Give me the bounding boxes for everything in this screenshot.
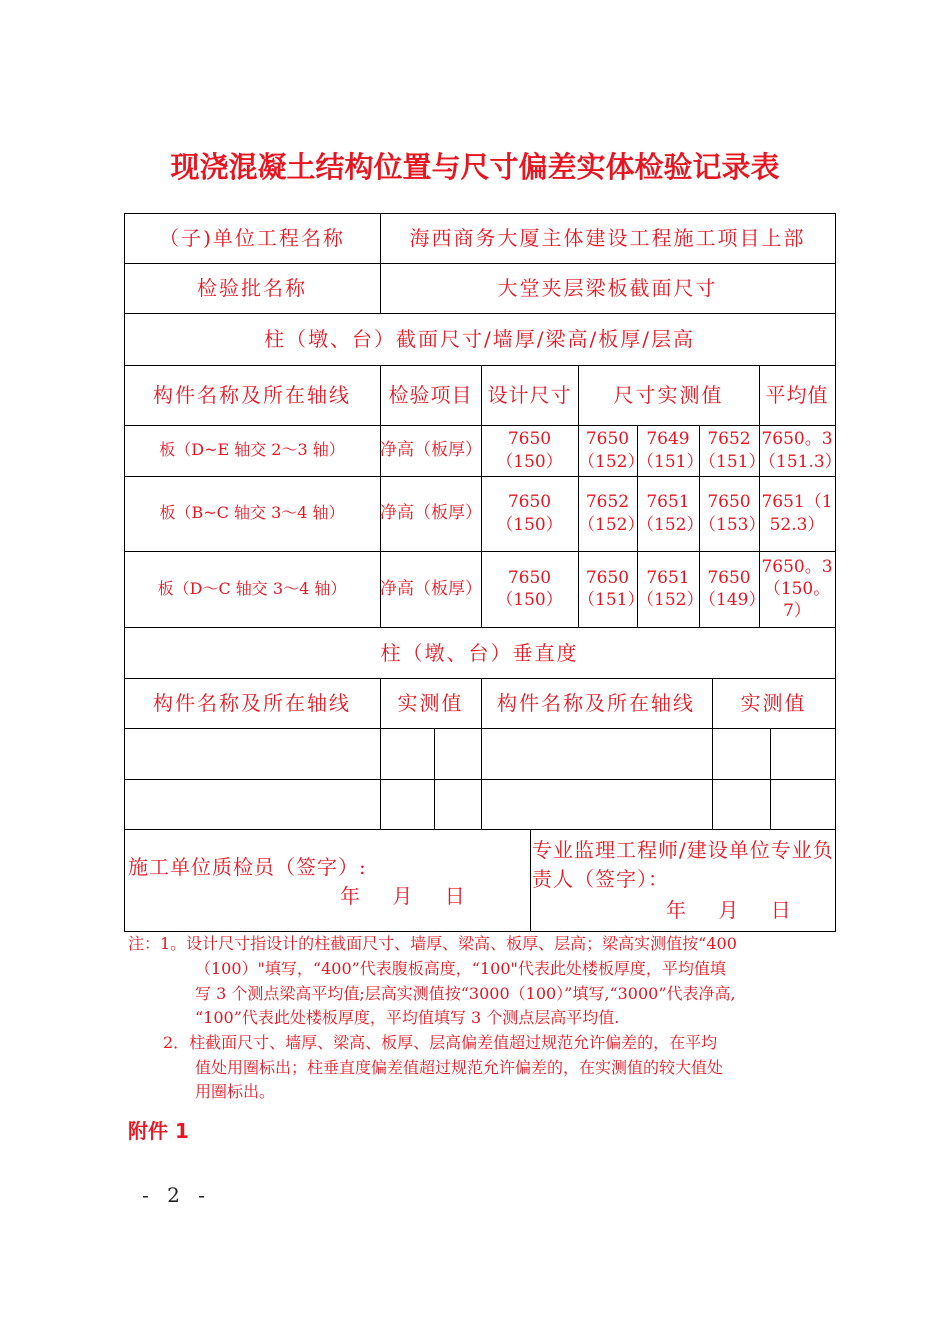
th-design: 设计尺寸 [487,383,572,407]
row2-member: 板（B~C 轴交 3～4 轴） [159,503,345,523]
note-1-line-2: （100）"填写，“400”代表腹板高度，“100"代表此处楼板厚度，平均值填 [195,959,726,978]
batch-value: 大堂夹层梁板截面尺寸 [497,276,718,300]
note-2-line-2: 值处用圈标出；柱垂直度偏差值超过规范允许偏差的，在实测值的较大值处 [195,1058,724,1077]
th2-member-left: 构件名称及所在轴线 [153,691,351,715]
row2-m2: 7651（152） [637,492,704,535]
row3-avg: 7650。3（150。7） [761,556,833,622]
row3-m1: 7650（151） [578,567,645,610]
th-measured: 尺寸实测值 [613,383,724,407]
row3-member: 板（D～C 轴交 3～4 轴） [157,578,347,598]
th2-measured-right: 实测值 [740,691,807,715]
note-1-line-1: 注：1。设计尺寸指设计的柱截面尺寸、墙厚、梁高、板厚、层高；梁高实测值按“400 [128,934,737,953]
section2-title: 柱（墩、台）垂直度 [380,640,579,665]
row2-design: 7650（150） [496,492,563,535]
th-member: 构件名称及所在轴线 [153,383,351,407]
row1-m1: 7650（152） [578,429,645,472]
th-average: 平均值 [765,383,829,407]
note-1-line-3: 写 3 个测点梁高平均值;层高实测值按“3000（100）”填写,“3000”代表净高, [195,984,736,1003]
row3-design: 7650（150） [496,567,563,610]
attachment-label: 附件 1 [128,1119,189,1143]
page-number: - 2 - [142,1183,211,1207]
row2-m1: 7652（152） [578,492,645,535]
note-1-line-4: “100”代表此处楼板厚度，平均值填写 3 个测点层高平均值. [195,1008,620,1027]
th2-member-right: 构件名称及所在轴线 [497,691,695,715]
row2-m3: 7650（153） [699,492,766,535]
row2-item: 净高（板厚） [380,503,482,524]
page-title: 现浇混凝土结构位置与尺寸偏差实体检验记录表 [170,150,780,184]
qc-inspector-label: 施工单位质检员（签字）: [128,855,367,879]
qc-inspector-date: 年 月 日 [340,884,467,908]
supervisor-label: 专业监理工程师/建设单位专业负责人（签字）： [532,838,834,891]
section1-title: 柱（墩、台）截面尺寸/墙厚/梁高/板厚/层高 [264,327,695,351]
row1-design: 7650（150） [496,429,563,472]
unit-project-value: 海西商务大厦主体建设工程施工项目上部 [409,226,806,250]
row3-m2: 7651（152） [637,567,704,610]
supervisor-date: 年 月 日 [666,898,793,922]
row1-item: 净高（板厚） [380,440,482,461]
row1-member: 板（D~E 轴交 2～3 轴） [159,440,345,460]
th2-measured-left: 实测值 [397,691,464,715]
row1-m3: 7652（151） [699,429,766,472]
row2-avg: 7651（152.3） [761,492,833,535]
row3-item: 净高（板厚） [380,578,482,599]
row1-m2: 7649（151） [637,429,704,472]
row1-avg: 7650。3（151.3） [759,429,842,472]
batch-label: 检验批名称 [197,276,307,300]
note-2-line-1: 2．柱截面尺寸、墙厚、梁高、板厚、层高偏差值超过规范允许偏差的，在平均 [163,1033,718,1052]
unit-project-label: （子)单位工程名称 [159,226,345,250]
row3-m3: 7650（149） [699,567,766,610]
note-2-line-3: 用圈标出。 [195,1082,276,1101]
th-item: 检验项目 [388,383,473,407]
